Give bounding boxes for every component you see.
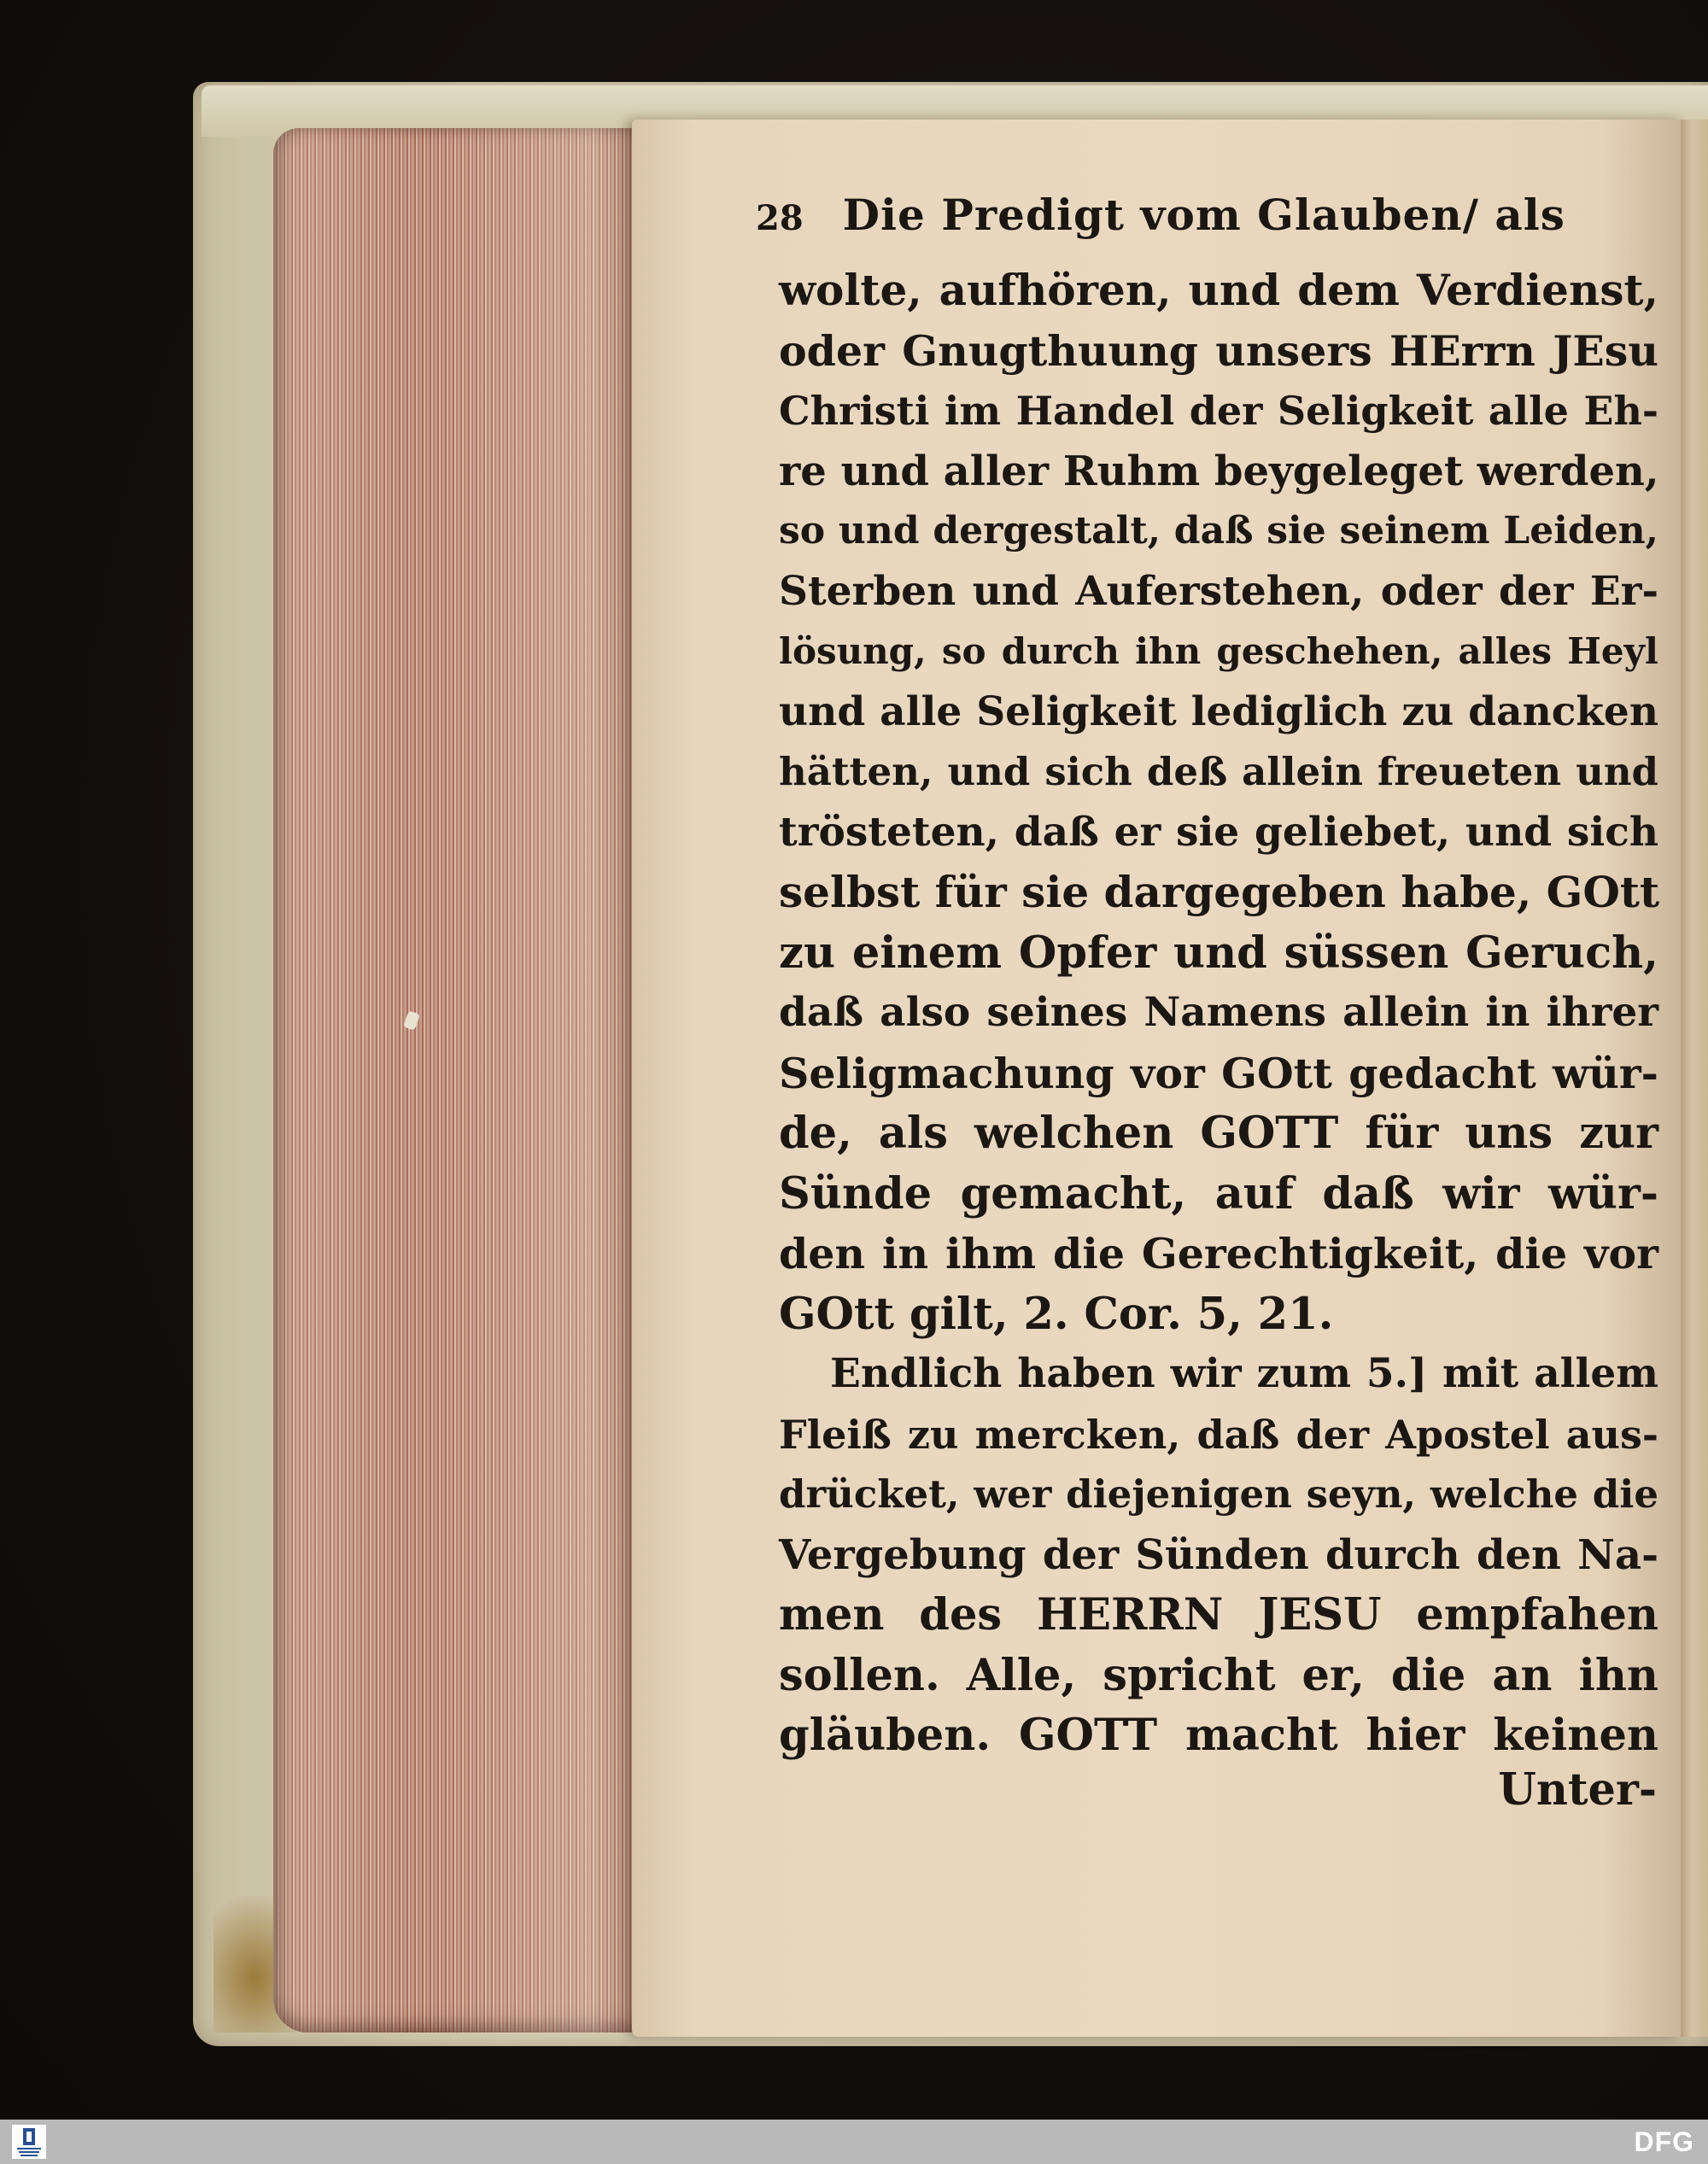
text-line: hätten, und sich deß allein freueten und — [779, 749, 1658, 794]
text-line: wolte, aufhören, und dem Verdienst, — [779, 265, 1658, 315]
catchword: Unter- — [1498, 1764, 1657, 1816]
text-line: trösteten, daß er sie geliebet, und sich — [779, 808, 1658, 856]
text-line: Fleiß zu mercken, daß der Apostel aus- — [779, 1411, 1658, 1458]
text-line: gläuben. GOTT macht hier keinen — [779, 1710, 1658, 1761]
text-line: Sünde gemacht, auf daß wir wür- — [779, 1167, 1658, 1219]
text-line: sollen. Alle, spricht er, die an ihn — [779, 1649, 1658, 1701]
text-line: und alle Seligkeit lediglich zu dancken — [779, 687, 1658, 735]
text-line: GOtt gilt, 2. Cor. 5, 21. — [779, 1288, 1334, 1340]
text-line: drücket, wer diejenigen seyn, welche die — [779, 1471, 1658, 1517]
text-line: den in ihm die Gerechtigkeit, die vor — [779, 1229, 1658, 1278]
text-line: Sterben und Auferstehen, oder der Er- — [779, 567, 1658, 615]
text-line: re und aller Ruhm beygeleget werden, — [779, 447, 1659, 495]
text-line: Seligmachung vor GOtt gedacht wür- — [779, 1048, 1658, 1098]
running-head-title: Die Predigt vom Glauben/ als — [842, 190, 1565, 240]
footer-bar — [0, 2120, 1708, 2164]
text-line: men des HERRN JESU empfahen — [779, 1589, 1658, 1641]
dfg-label: DFG — [1634, 2126, 1694, 2157]
text-line: Endlich haben wir zum 5.] mit allem — [830, 1350, 1658, 1397]
page-number: 28 — [756, 198, 804, 238]
text-line: selbst für sie dargegeben habe, GOtt — [779, 867, 1660, 917]
library-logo-icon — [12, 2125, 46, 2159]
text-line: zu einem Opfer und süssen Geruch, — [779, 927, 1658, 979]
page-gutter — [1681, 120, 1708, 2037]
text-line: Christi im Handel der Seligkeit alle Eh- — [779, 388, 1658, 434]
page-block-shading — [273, 128, 649, 2032]
text-line: so und dergestalt, daß sie seinem Leiden, — [779, 509, 1658, 553]
text-line: Vergebung der Sünden durch den Na- — [779, 1530, 1658, 1579]
text-line: daß also seines Namens allein in ihrer — [779, 989, 1658, 1036]
text-line: lösung, so durch ihn geschehen, alles Heyl — [779, 630, 1658, 672]
text-line: oder Gnugthuung unsers HErrn JEsu — [779, 325, 1658, 376]
text-line: de, als welchen GOTT für uns zur — [779, 1108, 1658, 1159]
body-text — [779, 260, 1658, 1766]
running-head — [756, 190, 1661, 249]
